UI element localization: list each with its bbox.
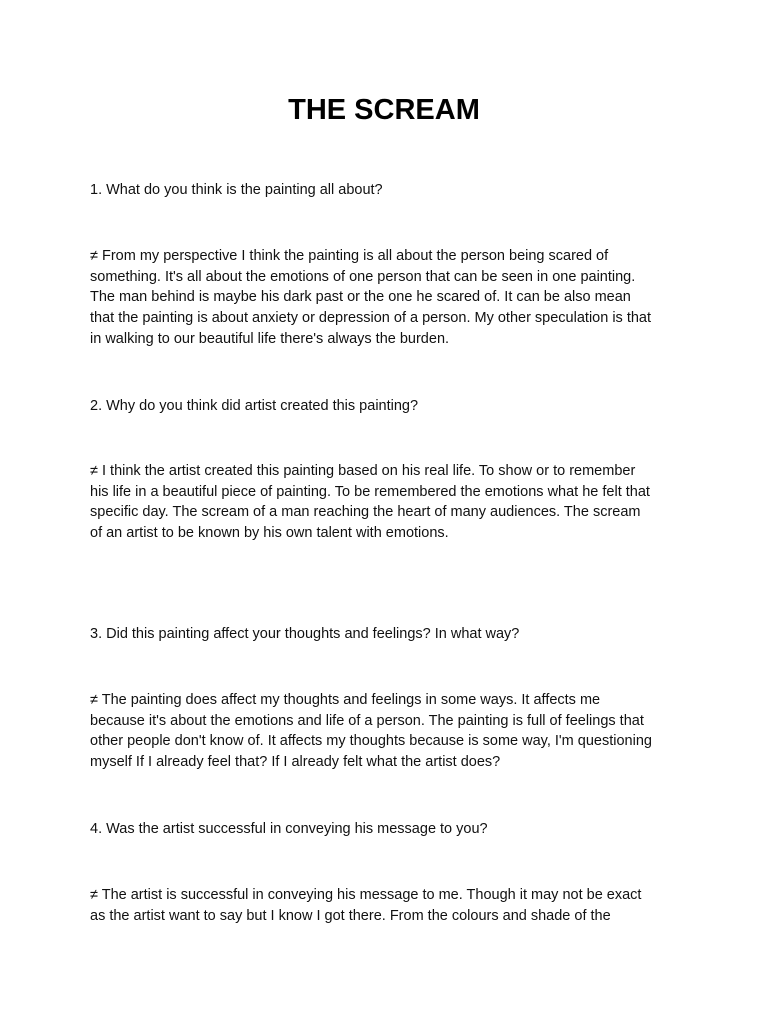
question-4-text: 4. Was the artist successful in conveying his message to you? [90, 821, 488, 837]
answer-4 [90, 885, 690, 926]
question-3 [90, 624, 690, 645]
question-4 [90, 819, 690, 840]
answer-4-line-1: ≠ The artist is successful in conveying his message to me. Though it may not be exact [90, 887, 642, 903]
answer-2-line-3: specific day. The scream of a man reaching the heart of many audiences. The scream [90, 504, 641, 521]
question-1 [90, 180, 690, 201]
question-1-text: 1. What do you think is the painting all about? [90, 182, 383, 198]
answer-2-line-4: of an artist to be known by his own talent with emotions. [90, 525, 449, 542]
answer-3-line-3: other people don't know of. It affects my thoughts because is some way, I'm questioning [90, 733, 652, 750]
answer-1-line-4: that the painting is about anxiety or depression of a person. My other speculation is that [90, 310, 652, 327]
answer-3-line-1: ≠ The painting does affect my thoughts and feelings in some ways. It affects me [90, 692, 601, 708]
answer-3-line-4: myself If I already feel that? If I already felt what the artist does? [90, 754, 501, 771]
answer-3 [90, 690, 690, 773]
answer-4-line-2: as the artist want to say but I know I got there. From the colours and shade of the [90, 907, 611, 924]
question-2-text: 2. Why do you think did artist created this painting? [90, 398, 419, 414]
answer-1-line-3: The man behind is maybe his dark past or the one he scared of. It can be also mean [90, 289, 631, 306]
answer-2-line-1: ≠ I think the artist created this painting based on his real life. To show or to remember [90, 463, 636, 479]
question-3-text: 3. Did this painting affect your thoughts and feelings? In what way? [90, 626, 520, 642]
answer-1-line-5: in walking to our beautiful life there's always the burden. [90, 330, 450, 347]
answer-1-line-1: ≠ From my perspective I think the painting is all about the person being scared of [90, 248, 609, 264]
answer-2 [90, 461, 690, 544]
answer-3-line-2: because it's about the emotions and life of a person. The painting is full of feelings that [90, 712, 644, 729]
question-2 [90, 396, 690, 417]
document-title: THE SCREAM [288, 94, 480, 126]
answer-1 [90, 246, 690, 350]
answer-2-line-2: his life in a beautiful piece of painting. To be remembered the emotions what he felt that [90, 483, 650, 500]
answer-1-line-2: something. It's all about the emotions of one person that can be seen in one painting. [90, 268, 636, 285]
